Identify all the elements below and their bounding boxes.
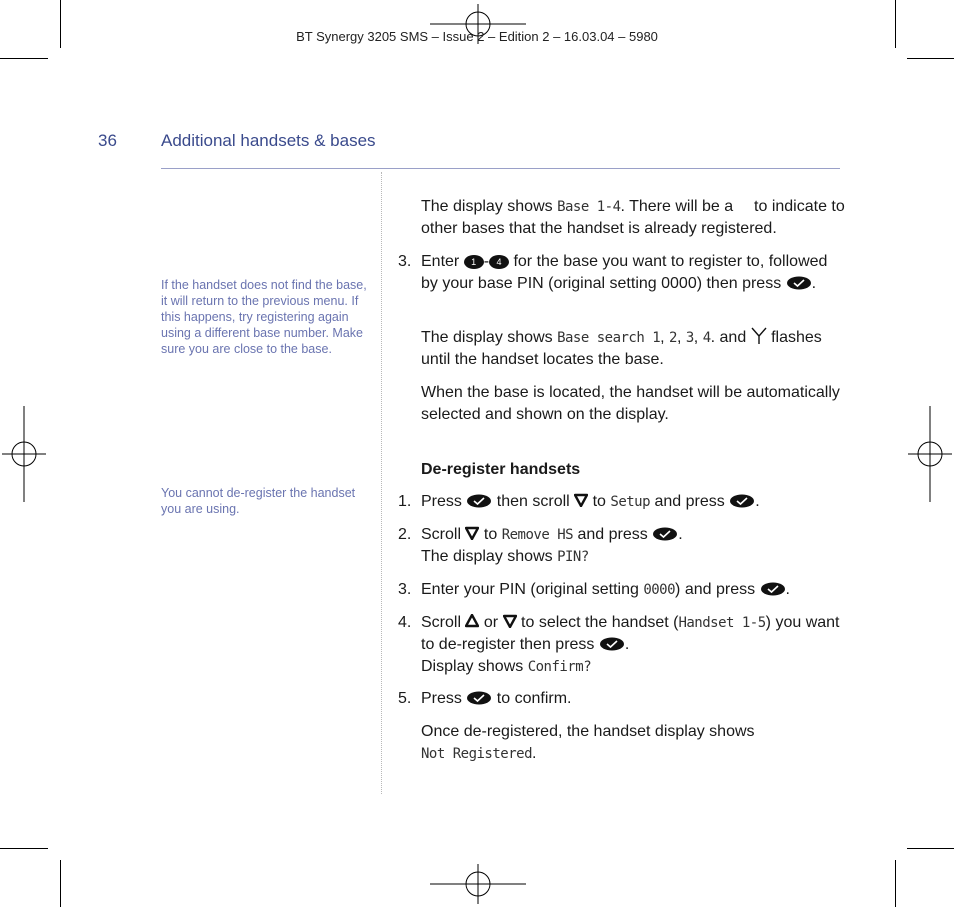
crop-mark xyxy=(907,848,954,849)
step-number: 4. xyxy=(398,614,412,631)
crop-mark xyxy=(907,58,954,59)
sidebar-note-not-found: If the handset does not find the base, it will return to the previous menu. If this happens, try registering again using a different base number. Make sure you are close to the base. xyxy=(161,278,367,356)
ok-key-icon xyxy=(729,494,755,508)
lcd-text: 0000 xyxy=(643,582,676,598)
step-number: 1. xyxy=(398,493,412,510)
ok-key-icon xyxy=(652,527,678,541)
scroll-down-icon xyxy=(503,614,517,628)
lcd-text: Base search 1 xyxy=(557,330,661,346)
lcd-text: PIN? xyxy=(557,549,589,565)
column-divider xyxy=(381,172,382,794)
lcd-text: Setup xyxy=(610,494,651,510)
key-4-icon: 4 xyxy=(489,255,509,269)
step-number: 5. xyxy=(398,690,412,707)
registration-mark-icon xyxy=(908,406,952,502)
ok-key-icon xyxy=(599,637,625,651)
scroll-up-icon xyxy=(465,614,479,628)
section-title: Additional handsets & bases xyxy=(161,131,376,150)
registration-mark-icon xyxy=(2,406,46,502)
step-3-enter-base: 3. Enter 1 - 4 for the base you want to register to, followed by your base PIN (original setting 0000) then press . xyxy=(398,251,848,295)
lcd-text: 2 xyxy=(669,330,677,346)
deregister-step-1: 1. Press then scroll to Setup and press . xyxy=(398,491,848,513)
registration-mark-icon xyxy=(430,864,526,904)
lcd-text: Not Registered xyxy=(421,746,533,762)
deregister-step-3: 3. Enter your PIN (original setting 0000) and press . xyxy=(398,579,848,601)
lcd-text: Handset 1-5 xyxy=(678,615,766,631)
lcd-text: 4 xyxy=(702,330,711,346)
crop-mark xyxy=(0,58,48,59)
ok-key-icon xyxy=(466,494,492,508)
scroll-down-icon xyxy=(465,526,479,540)
lcd-text: Base 1-4 xyxy=(557,199,621,215)
paragraph-base-located: When the base is located, the handset will be automatically selected and shown on the display. xyxy=(421,384,840,423)
deregister-heading: De-register handsets xyxy=(421,461,581,478)
deregister-step-4: 4. Scroll or to select the handset (Handset 1-5) you want to de-register then press . Display shows Confirm? xyxy=(398,612,848,678)
antenna-icon xyxy=(751,327,767,345)
paragraph-display-base: The display shows Base 1-4. There will be a to indicate to other bases that the handset is already registered. xyxy=(421,198,845,237)
key-1-icon: 1 xyxy=(464,255,484,269)
paragraph-not-registered: Once de-registered, the handset display shows Not Registered. xyxy=(421,723,755,762)
deregister-step-5: 5. Press to confirm. xyxy=(398,688,848,710)
crop-mark xyxy=(895,860,896,907)
lcd-text: Confirm? xyxy=(527,659,592,675)
crop-mark xyxy=(0,848,48,849)
scroll-down-icon xyxy=(574,493,588,507)
step-number: 3. xyxy=(398,253,412,270)
running-header: BT Synergy 3205 SMS – Issue 2 – Edition 2 – 16.03.04 – 5980 xyxy=(296,29,658,44)
ok-key-icon xyxy=(760,582,786,596)
page-number: 36 xyxy=(98,131,117,150)
step-number: 2. xyxy=(398,526,412,543)
lcd-text: Remove HS xyxy=(501,527,574,543)
ok-key-icon xyxy=(466,691,492,705)
lcd-text: 3 xyxy=(685,330,694,346)
ok-key-icon xyxy=(786,276,812,290)
paragraph-base-search: The display shows Base search 1, 2, 3, 4. and flashes until the handset locates the base. xyxy=(421,329,822,368)
sidebar-note-cannot-deregister: You cannot de-register the handset you are using. xyxy=(161,486,356,516)
heading-rule xyxy=(161,168,840,169)
step-number: 3. xyxy=(398,581,412,598)
deregister-step-2: 2. Scroll to Remove HS and press . The display shows PIN? xyxy=(398,524,848,568)
crop-mark xyxy=(60,860,61,907)
